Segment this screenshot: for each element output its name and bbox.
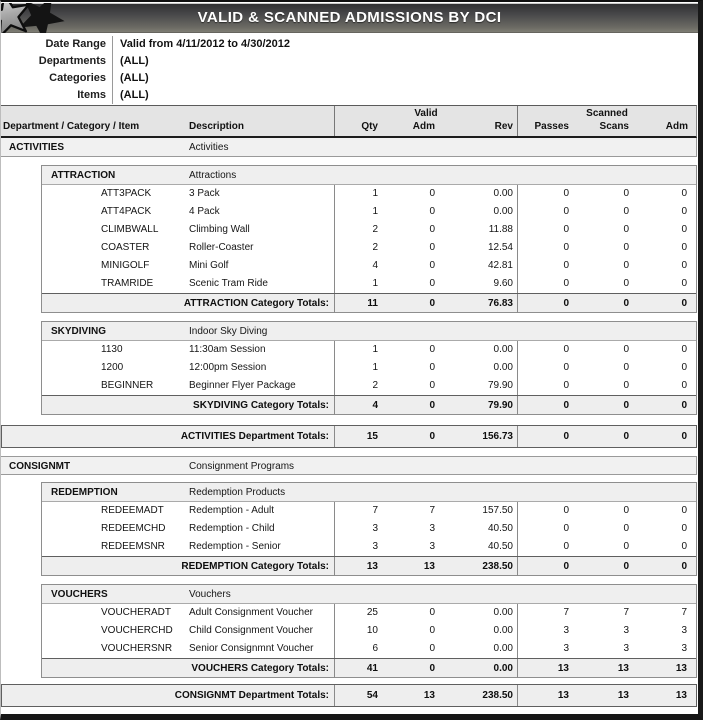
item-description: Senior Consignmnt Voucher	[189, 643, 314, 654]
category-description: Indoor Sky Diving	[189, 326, 268, 337]
filter-value: Valid from 4/11/2012 to 4/30/2012	[120, 38, 290, 50]
item-qty: 1	[334, 185, 386, 203]
item-row	[42, 520, 696, 538]
department-totals-label: ACTIVITIES Department Totals:	[180, 431, 329, 442]
department-row-consignmt	[1, 456, 697, 475]
item-adm: 0	[429, 607, 435, 618]
item-passes: 0	[517, 538, 577, 556]
item-qty: 4	[334, 257, 386, 275]
item-adm-scanned: 0	[681, 242, 687, 253]
category-code: REDEMPTION	[51, 487, 118, 498]
category-box-skydiving	[41, 321, 697, 415]
totals-scans: 13	[617, 690, 629, 701]
filter-label: Items	[1, 87, 113, 104]
category-header	[42, 585, 696, 604]
category-totals-row	[42, 556, 696, 575]
item-description: 11:30am Session	[189, 344, 266, 355]
filter-label: Categories	[1, 70, 113, 87]
item-scans: 0	[623, 344, 629, 355]
item-qty: 2	[334, 377, 386, 395]
item-passes: 0	[517, 221, 577, 239]
item-adm: 7	[429, 505, 435, 516]
item-scans: 0	[623, 362, 629, 373]
category-description: Attractions	[189, 170, 237, 181]
item-description: Scenic Tram Ride	[189, 278, 268, 289]
totals-qty: 54	[334, 685, 386, 706]
totals-rev: 238.50	[482, 561, 513, 572]
item-scans: 7	[623, 607, 629, 618]
item-rev: 40.50	[487, 541, 513, 552]
item-qty: 1	[334, 359, 386, 377]
filter-label: Date Range	[1, 36, 113, 53]
item-passes: 7	[517, 604, 577, 622]
category-header	[42, 322, 696, 341]
item-rev: 42.81	[487, 260, 513, 271]
item-rev: 79.90	[487, 380, 513, 391]
item-passes: 0	[517, 502, 577, 520]
category-box-vouchers	[41, 584, 697, 678]
item-adm: 0	[429, 278, 435, 289]
item-row	[42, 604, 696, 622]
item-adm-scanned: 0	[681, 344, 687, 355]
item-adm-scanned: 0	[681, 260, 687, 271]
item-rev: 11.88	[488, 224, 513, 235]
filter-value: (ALL)	[120, 89, 149, 101]
item-row	[42, 359, 696, 377]
item-qty: 25	[334, 604, 386, 622]
filter-date-range	[1, 36, 698, 53]
totals-adm: 0	[429, 663, 435, 674]
totals-scans: 0	[623, 431, 629, 442]
item-adm: 0	[429, 260, 435, 271]
item-scans: 3	[623, 643, 629, 654]
department-description: Consignment Programs	[189, 461, 295, 472]
item-scans: 3	[623, 625, 629, 636]
item-row	[42, 377, 696, 395]
item-description: Roller-Coaster	[189, 242, 254, 253]
col-header-name: Department / Category / Item	[3, 121, 140, 132]
totals-adm: 13	[423, 690, 435, 701]
totals-adm: 13	[423, 561, 435, 572]
item-qty: 6	[334, 640, 386, 658]
item-adm: 0	[429, 625, 435, 636]
totals-rev: 76.83	[487, 298, 513, 309]
filter-departments	[1, 53, 698, 70]
item-rev: 40.50	[487, 523, 513, 534]
col-header-rev: Rev	[494, 121, 513, 132]
item-code: 1200	[101, 362, 124, 373]
item-passes: 3	[517, 622, 577, 640]
totals-adm-scanned: 0	[681, 431, 687, 442]
item-description: 12:00pm Session	[189, 362, 267, 373]
item-adm-scanned: 0	[681, 362, 687, 373]
totals-rev: 156.73	[482, 431, 513, 442]
item-adm-scanned: 0	[681, 380, 687, 391]
item-description: 4 Pack	[189, 206, 220, 217]
totals-scans: 0	[623, 400, 629, 411]
col-header-qty: Qty	[334, 120, 386, 136]
category-code: ATTRACTION	[51, 170, 116, 181]
department-totals-activities	[1, 425, 697, 448]
item-rev: 157.50	[482, 505, 513, 516]
totals-adm: 0	[429, 298, 435, 309]
col-header-description: Description	[189, 121, 245, 132]
category-box-attraction	[41, 165, 697, 313]
item-row	[42, 341, 696, 359]
item-row	[42, 622, 696, 640]
item-adm: 0	[429, 643, 435, 654]
item-qty: 1	[334, 203, 386, 221]
item-scans: 0	[623, 380, 629, 391]
category-description: Redemption Products	[189, 487, 286, 498]
item-scans: 0	[623, 523, 629, 534]
item-qty: 7	[334, 502, 386, 520]
item-scans: 0	[623, 188, 629, 199]
item-code: CLIMBWALL	[101, 224, 159, 235]
item-rev: 12.54	[487, 242, 513, 253]
totals-adm-scanned: 0	[681, 561, 687, 572]
item-rev: 9.60	[493, 278, 513, 289]
category-totals-label: ATTRACTION Category Totals:	[183, 298, 329, 309]
filter-summary	[1, 36, 698, 104]
item-rev: 0.00	[493, 188, 513, 199]
column-header-row	[1, 120, 696, 136]
department-totals-label: CONSIGNMT Department Totals:	[174, 690, 329, 701]
totals-qty: 15	[334, 426, 386, 447]
item-adm-scanned: 0	[681, 206, 687, 217]
totals-passes: 0	[517, 426, 577, 447]
item-description: 3 Pack	[189, 188, 220, 199]
item-scans: 0	[623, 278, 629, 289]
item-row	[42, 221, 696, 239]
totals-qty: 41	[334, 659, 386, 678]
item-qty: 1	[334, 341, 386, 359]
item-adm-scanned: 0	[681, 523, 687, 534]
totals-adm: 0	[429, 431, 435, 442]
item-adm-scanned: 0	[681, 505, 687, 516]
filter-categories	[1, 70, 698, 87]
item-adm: 3	[429, 523, 435, 534]
totals-passes: 0	[517, 396, 577, 415]
category-description: Vouchers	[189, 589, 231, 600]
item-description: Adult Consignment Voucher	[189, 607, 313, 618]
totals-rev: 0.00	[493, 663, 513, 674]
item-adm-scanned: 0	[681, 224, 687, 235]
item-scans: 0	[623, 541, 629, 552]
item-description: Redemption - Adult	[189, 505, 275, 516]
item-qty: 3	[334, 520, 386, 538]
item-code: REDEEMCHD	[101, 523, 166, 534]
item-code: 1130	[101, 344, 123, 355]
item-code: ATT3PACK	[101, 188, 152, 199]
totals-scans: 0	[623, 298, 629, 309]
department-code: ACTIVITIES	[9, 142, 65, 153]
item-adm-scanned: 0	[681, 188, 687, 199]
item-scans: 0	[623, 242, 629, 253]
item-passes: 0	[517, 239, 577, 257]
item-scans: 0	[623, 206, 629, 217]
col-header-adm-scanned: Adm	[665, 121, 688, 132]
star-logo-icon	[1, 3, 81, 33]
item-adm: 0	[429, 242, 435, 253]
item-description: Beginner Flyer Package	[189, 380, 296, 391]
totals-qty: 4	[334, 396, 386, 415]
item-qty: 2	[334, 239, 386, 257]
item-passes: 0	[517, 341, 577, 359]
col-header-passes: Passes	[517, 120, 577, 136]
item-code: TRAMRIDE	[101, 278, 154, 289]
item-row	[42, 185, 696, 203]
item-adm: 0	[429, 224, 435, 235]
totals-passes: 13	[517, 685, 577, 706]
item-description: Mini Golf	[189, 260, 229, 271]
group-header-scanned: Scanned	[517, 106, 696, 122]
item-row	[42, 538, 696, 556]
item-adm: 0	[429, 380, 435, 391]
category-header	[42, 166, 696, 185]
totals-adm-scanned: 13	[675, 690, 687, 701]
item-adm-scanned: 7	[681, 607, 687, 618]
department-row-activities	[1, 138, 697, 157]
item-rev: 0.00	[493, 344, 513, 355]
item-adm: 3	[429, 541, 435, 552]
item-rev: 0.00	[493, 625, 513, 636]
item-adm-scanned: 0	[681, 541, 687, 552]
item-adm: 0	[429, 362, 435, 373]
category-totals-row	[42, 658, 696, 677]
table-header	[1, 105, 697, 138]
totals-passes: 0	[517, 294, 577, 313]
totals-scans: 13	[617, 663, 629, 674]
col-header-scans: Scans	[599, 121, 629, 132]
totals-passes: 13	[517, 659, 577, 678]
item-row	[42, 275, 696, 293]
group-header-row	[1, 106, 696, 120]
item-passes: 3	[517, 640, 577, 658]
filter-value: (ALL)	[120, 55, 149, 67]
item-row	[42, 640, 696, 658]
category-header	[42, 483, 696, 502]
item-row	[42, 239, 696, 257]
item-rev: 0.00	[493, 206, 513, 217]
report-title-bar	[1, 3, 698, 33]
totals-adm-scanned: 13	[675, 663, 687, 674]
item-qty: 3	[334, 538, 386, 556]
item-adm-scanned: 3	[681, 625, 687, 636]
item-code: VOUCHERSNR	[101, 643, 173, 654]
item-code: COASTER	[101, 242, 150, 253]
department-totals-consignmt	[1, 684, 697, 707]
item-scans: 0	[623, 224, 629, 235]
totals-passes: 0	[517, 557, 577, 576]
item-passes: 0	[517, 185, 577, 203]
item-code: MINIGOLF	[101, 260, 150, 271]
totals-qty: 13	[334, 557, 386, 576]
report-title: VALID & SCANNED ADMISSIONS BY DCI	[197, 9, 502, 26]
totals-qty: 11	[334, 294, 386, 313]
item-row	[42, 502, 696, 520]
item-description: Redemption - Child	[189, 523, 275, 534]
totals-adm: 0	[429, 400, 435, 411]
item-qty: 10	[334, 622, 386, 640]
category-totals-label: VOUCHERS Category Totals:	[191, 663, 329, 674]
item-code: VOUCHERCHD	[101, 625, 173, 636]
category-totals-label: REDEMPTION Category Totals:	[181, 561, 329, 572]
item-scans: 0	[623, 260, 629, 271]
item-code: BEGINNER	[101, 380, 154, 391]
item-passes: 0	[517, 520, 577, 538]
category-code: SKYDIVING	[51, 326, 107, 337]
group-header-valid: Valid	[334, 106, 517, 122]
item-passes: 0	[517, 377, 577, 395]
category-totals-label: SKYDIVING Category Totals:	[193, 400, 329, 411]
item-passes: 0	[517, 359, 577, 377]
item-adm-scanned: 3	[681, 643, 687, 654]
totals-rev: 79.90	[487, 400, 513, 411]
item-row	[42, 257, 696, 275]
item-adm-scanned: 0	[681, 278, 687, 289]
filter-items	[1, 87, 698, 104]
category-totals-row	[42, 395, 696, 414]
item-code: VOUCHERADT	[101, 607, 172, 618]
totals-adm-scanned: 0	[681, 298, 687, 309]
item-rev: 0.00	[493, 643, 513, 654]
item-code: REDEEMADT	[101, 505, 164, 516]
totals-scans: 0	[623, 561, 629, 572]
filter-label: Departments	[1, 53, 113, 70]
col-header-adm-valid: Adm	[412, 121, 435, 132]
item-code: ATT4PACK	[101, 206, 152, 217]
item-description: Redemption - Senior	[189, 541, 281, 552]
category-totals-row	[42, 293, 696, 312]
item-description: Child Consignment Voucher	[189, 625, 313, 636]
item-scans: 0	[623, 505, 629, 516]
item-rev: 0.00	[493, 362, 513, 373]
item-adm: 0	[429, 344, 435, 355]
item-qty: 1	[334, 275, 386, 293]
totals-adm-scanned: 0	[681, 400, 687, 411]
category-code: VOUCHERS	[51, 589, 108, 600]
item-description: Climbing Wall	[189, 224, 250, 235]
item-passes: 0	[517, 203, 577, 221]
category-box-redemption	[41, 482, 697, 576]
item-row	[42, 203, 696, 221]
item-qty: 2	[334, 221, 386, 239]
filter-value: (ALL)	[120, 72, 149, 84]
item-passes: 0	[517, 275, 577, 293]
item-adm: 0	[429, 188, 435, 199]
totals-rev: 238.50	[482, 690, 513, 701]
department-description: Activities	[189, 142, 229, 153]
item-rev: 0.00	[493, 607, 513, 618]
department-code: CONSIGNMT	[9, 461, 71, 472]
item-code: REDEEMSNR	[101, 541, 165, 552]
item-passes: 0	[517, 257, 577, 275]
item-adm: 0	[429, 206, 435, 217]
